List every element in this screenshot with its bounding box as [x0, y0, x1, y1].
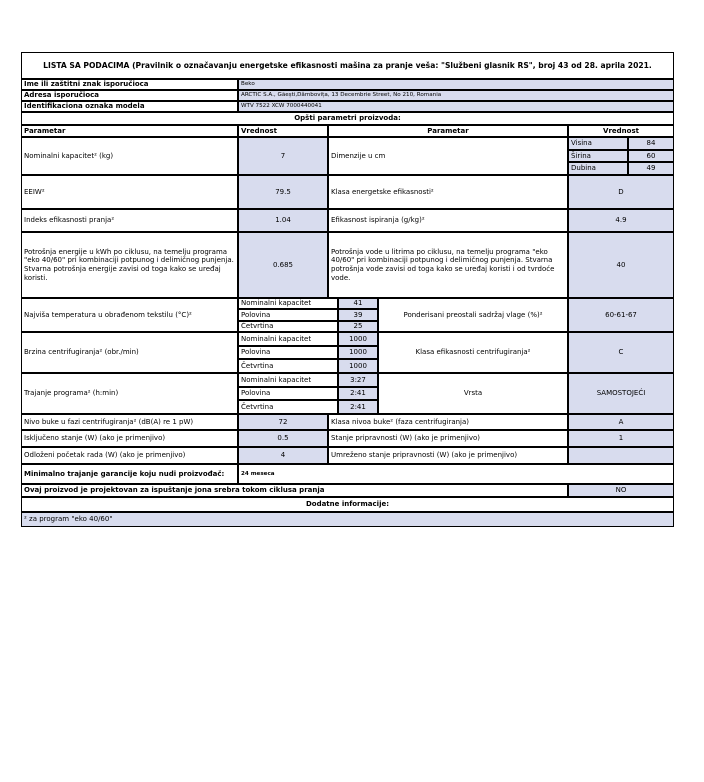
- off-mode-label: Isključeno stanje (W) (ako je primenjivo): [21, 430, 238, 447]
- trademark-value: Beko: [238, 79, 674, 90]
- max-temp-sub-value: 39: [338, 309, 378, 321]
- spin-class-value: C: [568, 332, 674, 373]
- address-label: Adresa isporučioca: [21, 90, 238, 101]
- moisture-value: 60-61-67: [568, 298, 674, 332]
- duration-sub-label: Četvrtina: [238, 400, 338, 414]
- noise-class-value: A: [568, 414, 674, 430]
- standby-label: Stanje pripravnosti (W) (ako je primenjivo): [328, 430, 568, 447]
- spin-speed-sub-value: 1000: [338, 332, 378, 346]
- washing-index-label: Indeks efikasnosti pranja²: [21, 209, 238, 232]
- duration-sub-label: Nominalni kapacitet: [238, 373, 338, 387]
- eeiw-label: EEIW²: [21, 175, 238, 209]
- additional-info-header: Dodatne informacije:: [21, 497, 674, 512]
- washing-index-value: 1.04: [238, 209, 328, 232]
- max-temp-sub-label: Nominalni kapacitet: [238, 298, 338, 309]
- depth-value: 49: [628, 162, 674, 175]
- footnote: ² za program "eko 40/60": [21, 512, 674, 527]
- model-label: Identifikaciona oznaka modela: [21, 101, 238, 112]
- standby-value: 1: [568, 430, 674, 447]
- networked-standby-label: Umreženo stanje pripravnosti (W) (ako je primenjivo): [328, 447, 568, 464]
- spin-speed-sub-label: Polovina: [238, 346, 338, 359]
- max-temp-sub-value: 41: [338, 298, 378, 309]
- max-temp-sub-value: 25: [338, 321, 378, 332]
- trademark-label: Ime ili zaštitni znak isporučioca: [21, 79, 238, 90]
- noise-label: Nivo buke u fazi centrifugiranja² (dB(A) re 1 pW): [21, 414, 238, 430]
- warranty-label: Minimalno trajanje garancije koju nudi proizvođač:: [21, 464, 238, 484]
- max-temp-sub-label: Polovina: [238, 309, 338, 321]
- noise-class-label: Klasa nivoa buke² (faza centrifugiranja): [328, 414, 568, 430]
- spin-class-label: Klasa efikasnosti centrifugiranja²: [378, 332, 568, 373]
- eeiw-value: 79.5: [238, 175, 328, 209]
- delay-start-value: 4: [238, 447, 328, 464]
- column-header-value: Vrednost: [238, 125, 328, 137]
- duration-sub-label: Polovina: [238, 387, 338, 400]
- energy-consumption-label: Potrošnja energije u kWh po ciklusu, na temelju programa "eko 40/60" pri kombinaciji potpunog i delimičnog punjenja. Stvarna potrošnja energije zavisi od toga kako se uređaj koristi.: [21, 232, 238, 298]
- silver-ions-value: NO: [568, 484, 674, 497]
- duration-sub-value: 3:27: [338, 373, 378, 387]
- networked-standby-value: [568, 447, 674, 464]
- silver-ions-label: Ovaj proizvod je projektovan za ispuštanje jona srebra tokom ciklusa pranja: [21, 484, 568, 497]
- max-temp-sub-label: Četvrtina: [238, 321, 338, 332]
- dimensions-label: Dimenzije u cm: [328, 137, 568, 175]
- capacity-label: Nominalni kapacitet² (kg): [21, 137, 238, 175]
- moisture-label: Ponderisani preostali sadržaj vlage (%)²: [378, 298, 568, 332]
- warranty-value: 24 meseca: [238, 464, 674, 484]
- off-mode-value: 0.5: [238, 430, 328, 447]
- duration-label: Trajanje programa² (h:min): [21, 373, 238, 414]
- spin-speed-label: Brzina centrifugiranja² (obr./min): [21, 332, 238, 373]
- energy-class-label: Klasa energetske efikasnosti²: [328, 175, 568, 209]
- sheet-title: LISTA SA PODACIMA (Pravilnik o označavanju energetske efikasnosti mašina za pranje veša: "Službeni glasnik RS", broj 43 od 28. aprila 2021.: [21, 52, 674, 79]
- spin-speed-sub-value: 1000: [338, 359, 378, 373]
- duration-sub-value: 2:41: [338, 387, 378, 400]
- max-temperature-label: Najviša temperatura u obrađenom tekstilu (°C)²: [21, 298, 238, 332]
- height-label: Visina: [568, 137, 628, 150]
- model-value: WTV 7522 XCW 7000440041: [238, 101, 674, 112]
- column-header-parameter-2: Parametar: [328, 125, 568, 137]
- type-label: Vrsta: [378, 373, 568, 414]
- column-header-value-2: Vrednost: [568, 125, 674, 137]
- spin-speed-sub-value: 1000: [338, 346, 378, 359]
- depth-label: Dubina: [568, 162, 628, 175]
- delay-start-label: Odloženi početak rada (W) (ako je primenjivo): [21, 447, 238, 464]
- type-value: SAMOSTOJEĆI: [568, 373, 674, 414]
- height-value: 84: [628, 137, 674, 150]
- width-label: Širina: [568, 150, 628, 162]
- width-value: 60: [628, 150, 674, 162]
- duration-sub-value: 2:41: [338, 400, 378, 414]
- energy-consumption-value: 0.685: [238, 232, 328, 298]
- rinsing-label: Efikasnost ispiranja (g/kg)²: [328, 209, 568, 232]
- spin-speed-sub-label: Nominalni kapacitet: [238, 332, 338, 346]
- product-information-sheet: [21, 52, 674, 527]
- noise-value: 72: [238, 414, 328, 430]
- water-consumption-label: Potrošnja vode u litrima po ciklusu, na temelju programa "eko 40/60" pri kombinaciji potpunog i delimičnog punjenja. Stvarna potrošnja vode zavisi od toga kako se uređaj koristi i od tvrdoće vode.: [328, 232, 568, 298]
- address-value: ARCTIC S.A., Găești,Dâmbovița, 13 Decembrie Street, No 210, Romania: [238, 90, 674, 101]
- spin-speed-sub-label: Četvrtina: [238, 359, 338, 373]
- column-header-parameter: Parametar: [21, 125, 238, 137]
- capacity-value: 7: [238, 137, 328, 175]
- rinsing-value: 4.9: [568, 209, 674, 232]
- general-parameters-header: Opšti parametri proizvoda:: [21, 112, 674, 125]
- energy-class-value: D: [568, 175, 674, 209]
- water-consumption-value: 40: [568, 232, 674, 298]
